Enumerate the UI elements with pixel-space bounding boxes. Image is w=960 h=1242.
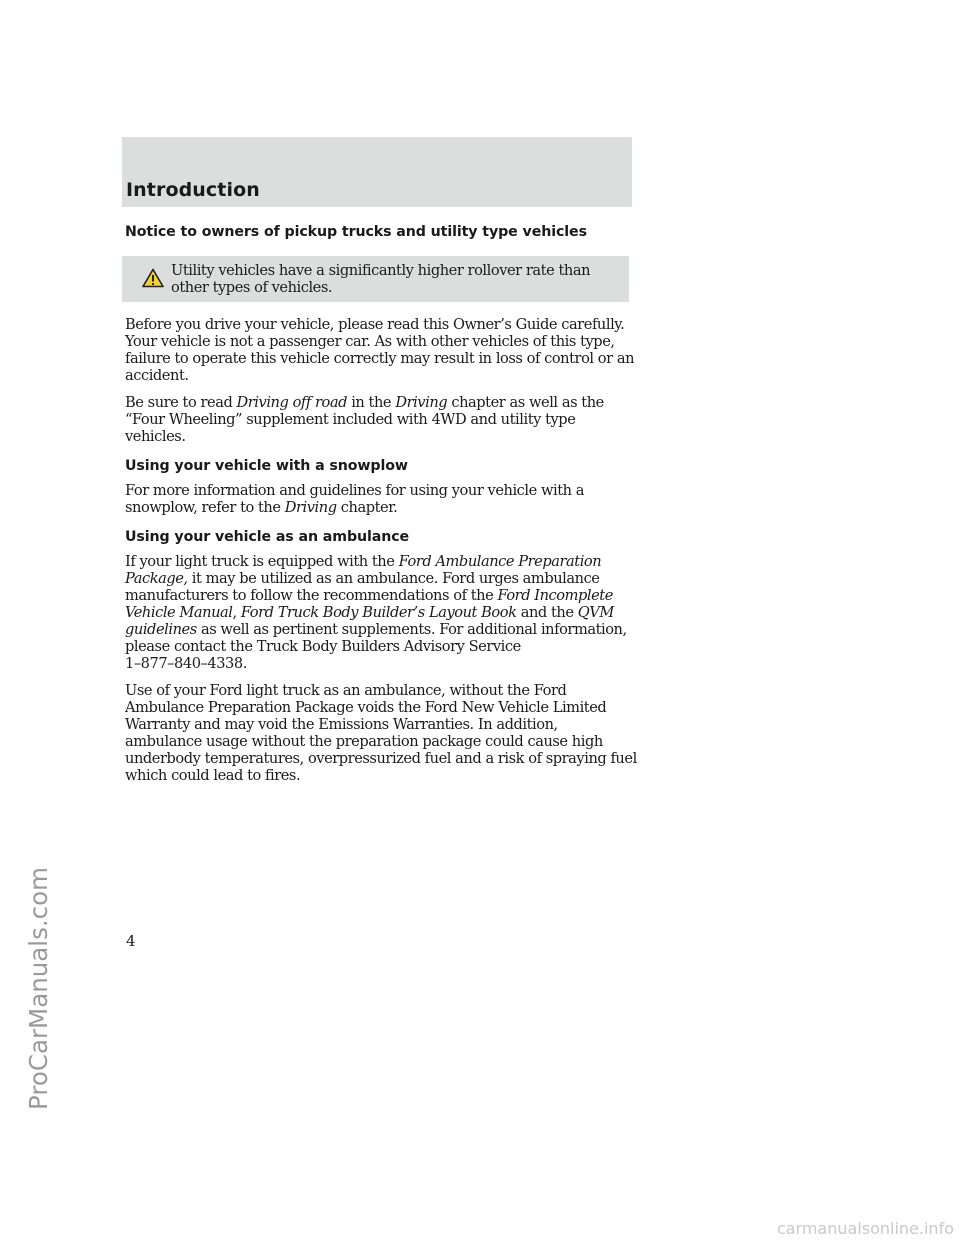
italic-reference: Ford Truck Body Builder’s Layout Book [240,604,517,621]
phone-number: 1–877–840–4338. [125,655,247,672]
text-run: in the [347,394,396,411]
warning-box [122,256,629,302]
page-content [125,222,637,784]
text-run: chapter as well as the “Four Wheeling” supplement included with 4WD and utility type vehicles. [125,394,604,445]
page-number: 4 [126,932,136,950]
footer-watermark: carmanualsonline.info [776,1219,954,1238]
text-run: For more information and guidelines for using your vehicle with a snowplow, refer to the [125,482,585,516]
paragraph-snowplow [125,482,637,516]
chapter-header-band [122,137,632,207]
section-heading-ambulance: Using your vehicle as an ambulance [125,529,410,545]
text-run: chapter. [336,499,398,516]
text-run: as well as pertinent supplements. For additional information, please contact the Truck Body Builders Advisory Service [125,621,627,655]
section-heading-notice: Notice to owners of pickup trucks and utility type vehicles [125,224,587,240]
section-heading-snowplow: Using your vehicle with a snowplow [125,458,408,474]
italic-reference: QVM guidelines [125,604,614,638]
warning-triangle-icon [142,268,164,288]
text-run: and the [516,604,578,621]
side-watermark: ProCarManuals.com [24,867,53,1110]
italic-reference: Driving [395,394,448,411]
warning-text: Utility vehicles have a significantly higher rollover rate than other types of vehicles. [171,262,591,296]
italic-reference: Driving [284,499,337,516]
text-run: Be sure to read [125,394,237,411]
italic-reference: Driving off road [236,394,348,411]
paragraph-ambulance-warranty: Use of your Ford light truck as an ambulance, without the Ford Ambulance Preparation Package voids the Ford New Vehicle Limited Warranty and may void the Emissions Warranties. In addition, ambulance usage without the preparation package could cause high underbody temperatures, overpressurized fuel and a risk of spraying fuel which could lead to fires. [125,682,637,784]
chapter-title: Introduction [126,179,260,201]
text-run: it may be utilized as an ambulance. Ford urges ambulance manufacturers to follow the recommendations of the [125,570,600,604]
italic-reference: Ford Incomplete Vehicle Manual [125,587,613,621]
paragraph-ambulance-package [125,553,637,672]
text-run: , [232,604,241,621]
paragraph-owners-guide: Before you drive your vehicle, please read this Owner’s Guide carefully. Your vehicle is not a passenger car. As with other vehicles of this type, failure to operate this vehicle correctly may result in loss of control or an accident. [125,316,635,384]
paragraph-driving-off-road [125,394,637,445]
text-run: If your light truck is equipped with the [125,553,399,570]
italic-reference: Ford Ambulance Preparation Package, [125,553,602,587]
